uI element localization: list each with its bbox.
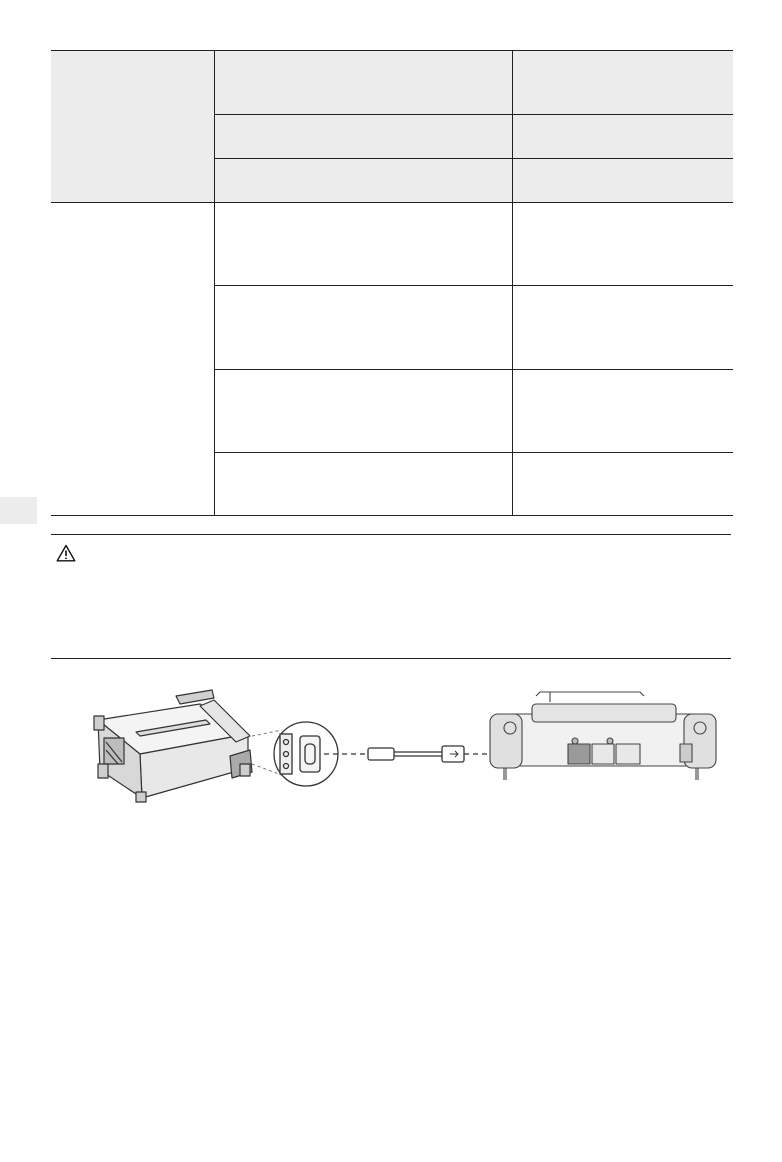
group-a-label (51, 51, 215, 203)
group-b-item (215, 453, 513, 516)
group-a-value (513, 159, 734, 203)
group-a-value (513, 115, 734, 159)
group-a-item (215, 159, 513, 203)
chapter-side-tab (0, 497, 37, 524)
group-a-item (215, 51, 513, 115)
table-row (51, 51, 733, 115)
group-b-value (513, 370, 734, 453)
group-b-value (513, 286, 734, 370)
remote-controller-illustration (490, 692, 716, 780)
group-b-item (215, 370, 513, 453)
group-b-item (215, 203, 513, 286)
connection-figure (80, 676, 720, 826)
group-a-value (513, 51, 734, 115)
warning-bottom-rule (51, 658, 731, 659)
spec-table (51, 50, 733, 516)
group-a-item (215, 115, 513, 159)
group-b-item (215, 286, 513, 370)
warning-triangle-icon (56, 544, 76, 562)
group-b-value (513, 453, 734, 516)
warning-top-rule (51, 534, 731, 535)
battery-station-illustration (94, 690, 252, 802)
table-row (51, 203, 733, 286)
group-b-label (51, 203, 215, 516)
group-b-value (513, 203, 734, 286)
